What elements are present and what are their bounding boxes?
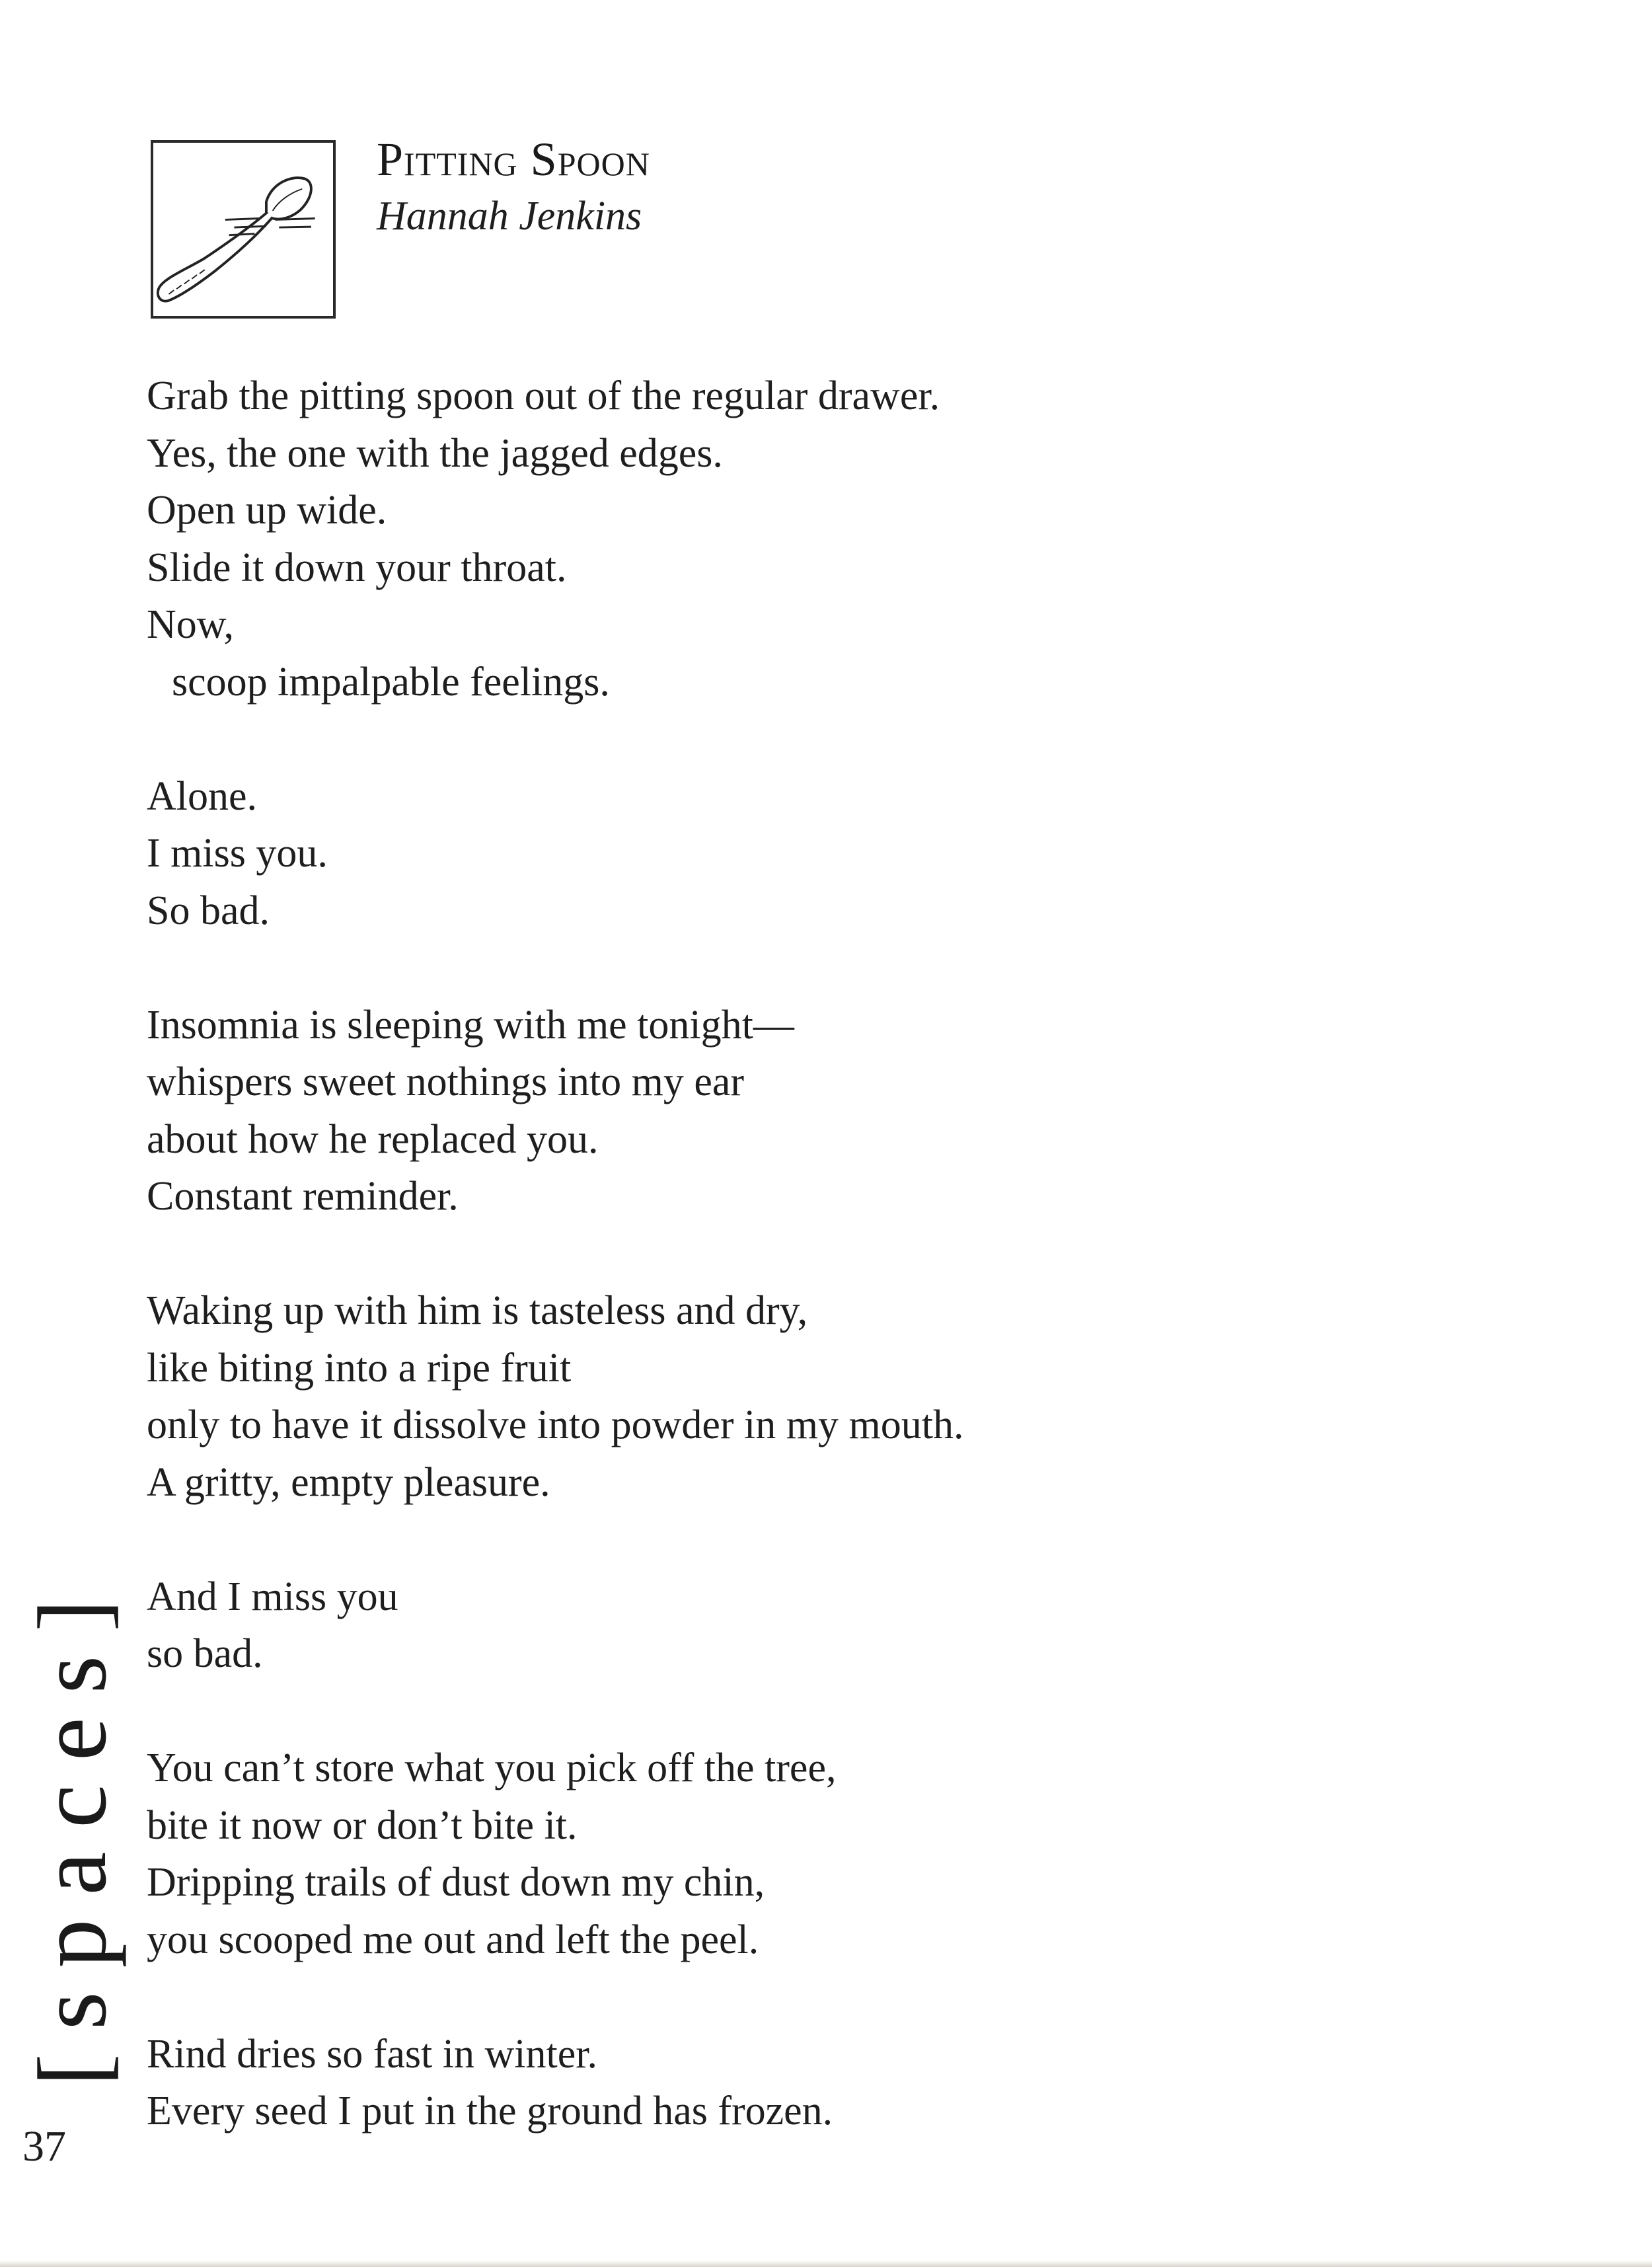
poem-line: And I miss you	[147, 1574, 398, 1619]
poem-line: Constant reminder.	[147, 1174, 459, 1219]
poem-line: Grab the pitting spoon out of the regular drawer.	[147, 373, 940, 418]
poem-line: You can’t store what you pick off the tree,	[147, 1746, 837, 1790]
poem-line: Rind dries so fast in winter.	[147, 2031, 597, 2077]
poem-line: Alone.	[147, 773, 258, 819]
poem-line: Now,	[147, 602, 235, 647]
poem-line: I miss you.	[147, 831, 328, 876]
stanza	[147, 1568, 1402, 1683]
poem-line: only to have it dissolve into powder in my mouth.	[147, 1402, 964, 1447]
poem-body	[147, 367, 1402, 2140]
poem-line: whispers sweet nothings into my ear	[147, 1059, 745, 1104]
poem-line: A gritty, empty pleasure.	[147, 1459, 550, 1505]
poem-line: about how he replaced you.	[147, 1116, 599, 1162]
poem-line: Dripping trails of dust down my chin,	[147, 1860, 765, 1905]
page-number: 37	[22, 2122, 66, 2171]
poem-line: Waking up with him is tasteless and dry,	[147, 1288, 808, 1333]
stanza	[147, 768, 1402, 940]
publication-spine-label	[19, 1540, 127, 2122]
poem-line: Yes, the one with the jagged edges.	[147, 430, 723, 476]
stanza	[147, 1282, 1402, 1511]
pitting-spoon-icon	[153, 143, 333, 316]
page-edge	[0, 2260, 1652, 2267]
stanza	[147, 367, 1402, 711]
stanza	[147, 2026, 1402, 2140]
poem-line: Insomnia is sleeping with me tonight—	[147, 1002, 794, 1048]
stanza	[147, 997, 1402, 1225]
spoon-illustration-box	[151, 140, 336, 319]
poem-line: you scooped me out and left the peel.	[147, 1917, 759, 1962]
poem-line: Open up wide.	[147, 488, 387, 533]
poem-line: So bad.	[147, 888, 270, 933]
poem-line: Every seed I put in the ground has frozen.	[147, 2089, 833, 2133]
poem-title: Pitting Spoon	[377, 133, 650, 186]
poem-line: bite it now or don’t bite it.	[147, 1802, 578, 1848]
stanza	[147, 1740, 1402, 1968]
poem-line: so bad.	[147, 1631, 263, 1676]
poem-line: like biting into a ripe fruit	[147, 1345, 572, 1391]
poem-author: Hannah Jenkins	[377, 194, 642, 239]
poem-line: Slide it down your throat.	[147, 545, 567, 590]
spine-label-text: [spaces]	[19, 1575, 127, 2087]
poem-line: scoop impalpable feelings.	[172, 659, 610, 705]
